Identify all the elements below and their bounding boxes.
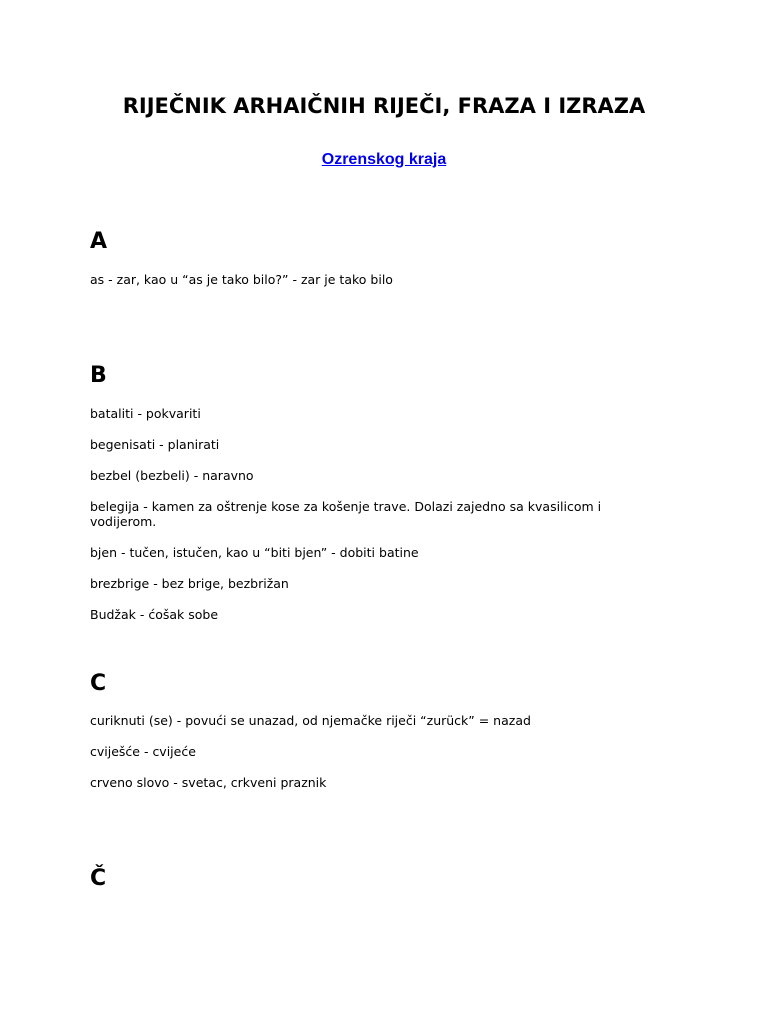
section-letter: C [90,671,107,696]
subtitle-link[interactable]: Ozrenskog kraja [321,151,447,168]
dictionary-entry: Budžak - ćošak sobe [90,607,219,622]
dictionary-entry: as - zar, kao u “as je tako bilo?” - zar je tako bilo [90,272,393,287]
section-c-caron [90,866,690,892]
page-title: RIJEČNIK ARHAIČNIH RIJEČI, FRAZA I IZRAZA [122,94,646,118]
section-c [90,671,690,790]
dictionary-entry: crveno slovo - svetac, crkveni praznik [90,775,327,790]
section-letter: B [90,363,107,388]
section-letter: Č [90,866,107,891]
dictionary-entry: bataliti - pokvariti [90,406,201,421]
page-subtitle [90,150,678,170]
section-a [90,229,690,287]
dictionary-entry: bezbel (bezbeli) - naravno [90,468,254,483]
dictionary-entry: begenisati - planirati [90,437,220,452]
dictionary-entry: curiknuti (se) - povući se unazad, od njemačke riječi “zurück” = nazad [90,713,531,728]
dictionary-entry: belegija - kamen za oštrenje kose za košenje trave. Dolazi zajedno sa kvasilicom i vodijerom. [90,499,602,529]
dictionary-entry: cviješće - cvijeće [90,744,196,759]
dictionary-entry: bjen - tučen, istučen, kao u “biti bjen” - dobiti batine [90,545,419,560]
section-b [90,363,690,622]
section-letter: A [90,229,108,254]
dictionary-entry: brezbrige - bez brige, bezbrižan [90,576,289,591]
